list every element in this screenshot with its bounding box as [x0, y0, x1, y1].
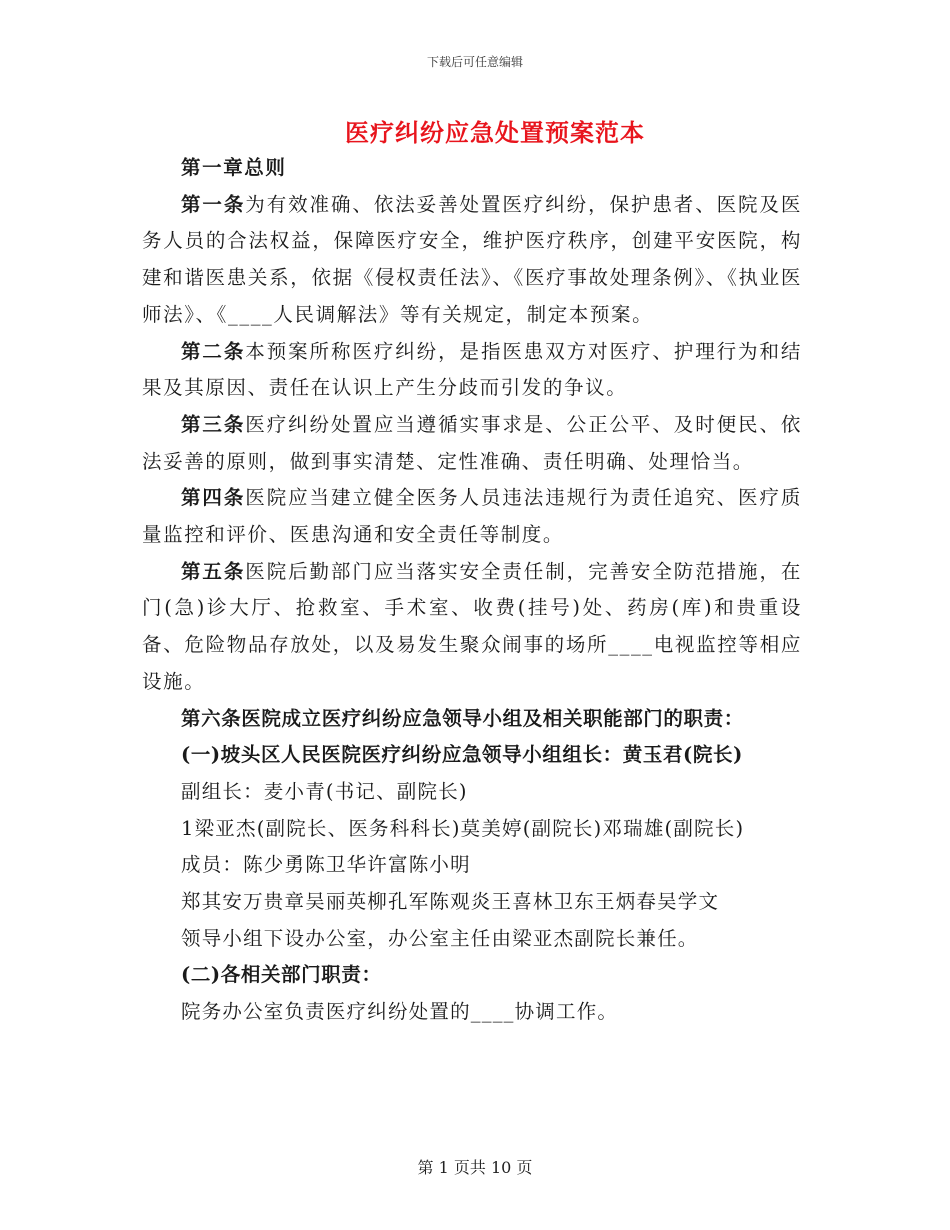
article-3	[142, 407, 802, 480]
group-heading: (一)坡头区人民医院医疗纠纷应急领导小组组长：黄玉君(院长)	[181, 743, 743, 767]
document-body	[142, 150, 802, 1031]
page-footer: 第 1 页共 10 页	[417, 1158, 533, 1177]
article-text: 医院后勤部门应当落实安全责任制，完善安全防范措施，在门(急)诊大厅、抢救室、手术室、收费(挂号)处、药房(库)和贵重设备、危险物品存放处，以及易发生聚众闹事的场所____电视监控等相应设施。	[142, 559, 802, 693]
document-title: 医疗纠纷应急处置预案范本	[345, 118, 645, 147]
article-text: 本预案所称医疗纠纷，是指医患双方对医疗、护理行为和结果及其原因、责任在认识上产生分歧而引发的争议。	[142, 339, 802, 400]
article-lead: 第四条	[181, 486, 246, 510]
article-1	[142, 187, 802, 334]
departments-heading: (二)各相关部门职责：	[181, 963, 382, 987]
group-office: 领导小组下设办公室，办公室主任由梁亚杰副院长兼任。	[181, 926, 699, 950]
group-deputy: 副组长：麦小青(书记、副院长)	[181, 779, 468, 803]
group-deputy-list: 1梁亚杰(副院长、医务科科长)莫美婷(副院长)邓瑞雄(副院长)	[181, 816, 745, 840]
page-header-note: 下载后可任意编辑	[426, 55, 523, 69]
article-lead: 第五条	[181, 559, 246, 583]
departments-line: 院务办公室负责医疗纠纷处置的____协调工作。	[181, 1000, 619, 1024]
group-members: 成员：陈少勇陈卫华许富陈小明	[181, 853, 471, 877]
article-lead: 第三条	[181, 412, 246, 436]
article-5	[142, 554, 802, 701]
article-text: 医院应当建立健全医务人员违法违规行为责任追究、医疗质量监控和评价、医患沟通和安全责任等制度。	[142, 486, 802, 547]
article-text: 为有效准确、依法妥善处置医疗纠纷，保护患者、医院及医务人员的合法权益，保障医疗安全，维护医疗秩序，创建平安医院，构建和谐医患关系，依据《侵权责任法》、《医疗事故处理条例》、《执业医师法》、《____人民调解法》等有关规定，制定本预案。	[142, 192, 802, 326]
article-lead: 第一条	[181, 192, 246, 216]
article-2	[142, 334, 802, 407]
group-members-list: 郑其安万贵章吴丽英柳孔军陈观炎王喜林卫东王炳春吴学文	[181, 890, 720, 914]
article-4	[142, 480, 802, 553]
article-text: 医疗纠纷处置应当遵循实事求是、公正公平、及时便民、依法妥善的原则，做到事实清楚、定性准确、责任明确、处理恰当。	[142, 412, 802, 473]
article-lead: 第二条	[181, 339, 246, 363]
article-6: 第六条医院成立医疗纠纷应急领导小组及相关职能部门的职责：	[181, 706, 744, 730]
chapter-heading: 第一章总则	[181, 156, 287, 179]
